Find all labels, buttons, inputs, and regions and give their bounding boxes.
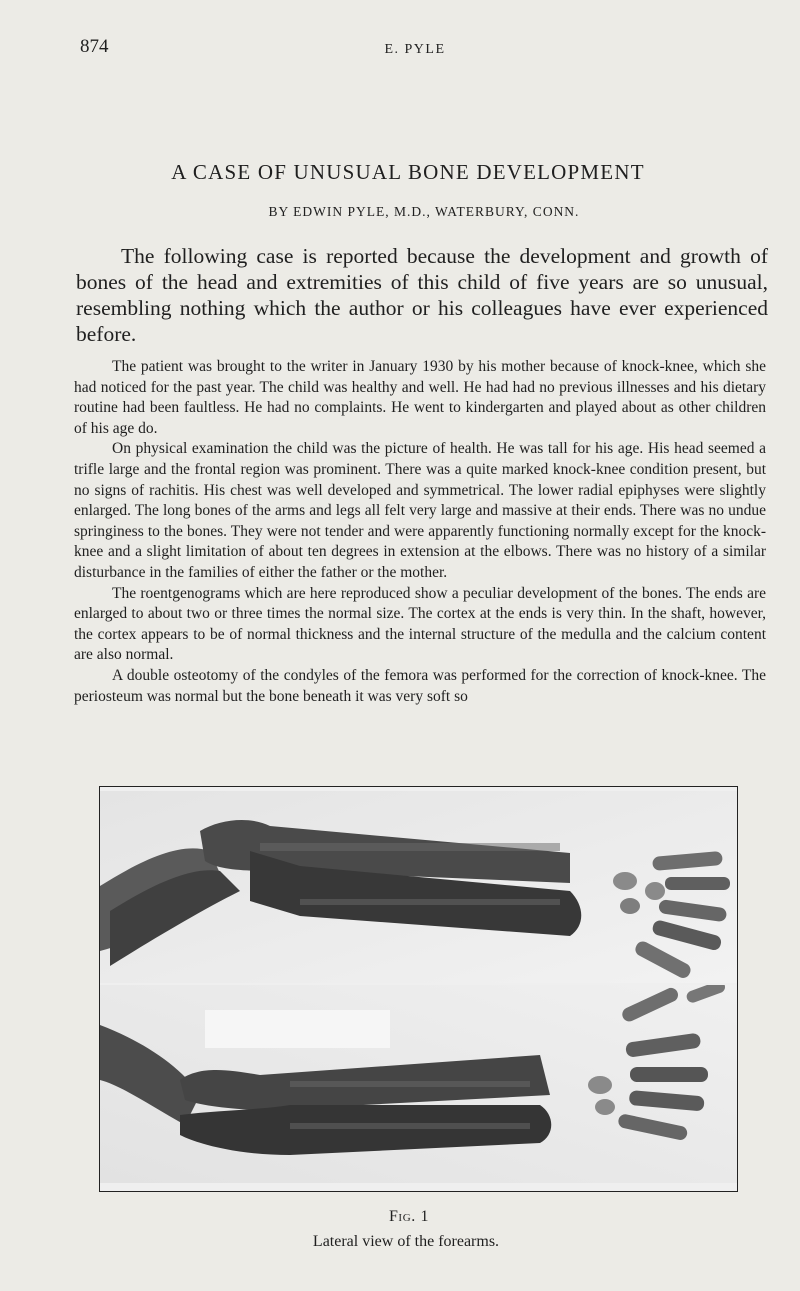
xray-lower-forearm-image [100, 985, 737, 1183]
lead-paragraph: The following case is reported because the development and growth of bones of the head and extremities of this child of five years are so unusual, resembling nothing which the author or his colleagues have ever experienced before. [76, 244, 768, 346]
page-number: 874 [80, 36, 109, 57]
figure-label: Fig. 1 [388, 1208, 430, 1225]
figure-caption: Lateral view of the forearms. [312, 1233, 500, 1250]
running-head: E. PYLE [384, 42, 446, 57]
body-text [74, 357, 766, 707]
xray-upper-forearm-image [100, 791, 737, 983]
article-title: A CASE OF UNUSUAL BONE DEVELOPMENT [171, 160, 645, 184]
article-byline: BY EDWIN PYLE, M.D., WATERBURY, CONN. [268, 204, 580, 219]
paragraph-osteotomy: A double osteotomy of the condyles of the femora was performed for the correction of knock-knee. The periosteum was normal but the bone beneath it was very soft so [74, 666, 766, 705]
figure-xray-forearms [99, 786, 738, 1192]
paragraph-roentgenograms: The roentgenograms which are here reproduced show a peculiar development of the bones. The ends are enlarged to about two or three times the normal size. The cortex at the ends is very thin. In the shaft, however, the cortex appears to be of normal thickness and the internal structure of the medulla and the calcium content are also normal. [74, 584, 766, 664]
paragraph-physical-examination: On physical examination the child was the picture of health. He was tall for his age. His head seemed a trifle large and the frontal region was prominent. There was a quite marked knock-knee condition present, but no signs of rachitis. His chest was well developed and symmetrical. The lower radial epiphyses were slightly enlarged. The long bones of the arms and legs all felt very large and massive at their ends. There was no undue springiness to the bones. They were not tender and were apparently functioning normally except for the knock-knee and a slight limitation of about ten degrees in extension at the elbows. There was no history of a similar disturbance in the families of either the father or the mother. [74, 440, 766, 581]
paragraph-patient-history: The patient was brought to the writer in January 1930 by his mother because of knock-knee, which she had noticed for the past year. The child was healthy and well. He had had no previous illnesses and his dietary routine had been faultless. He had no complaints. He went to kindergarten and played about as other children of his age do. [74, 358, 766, 437]
